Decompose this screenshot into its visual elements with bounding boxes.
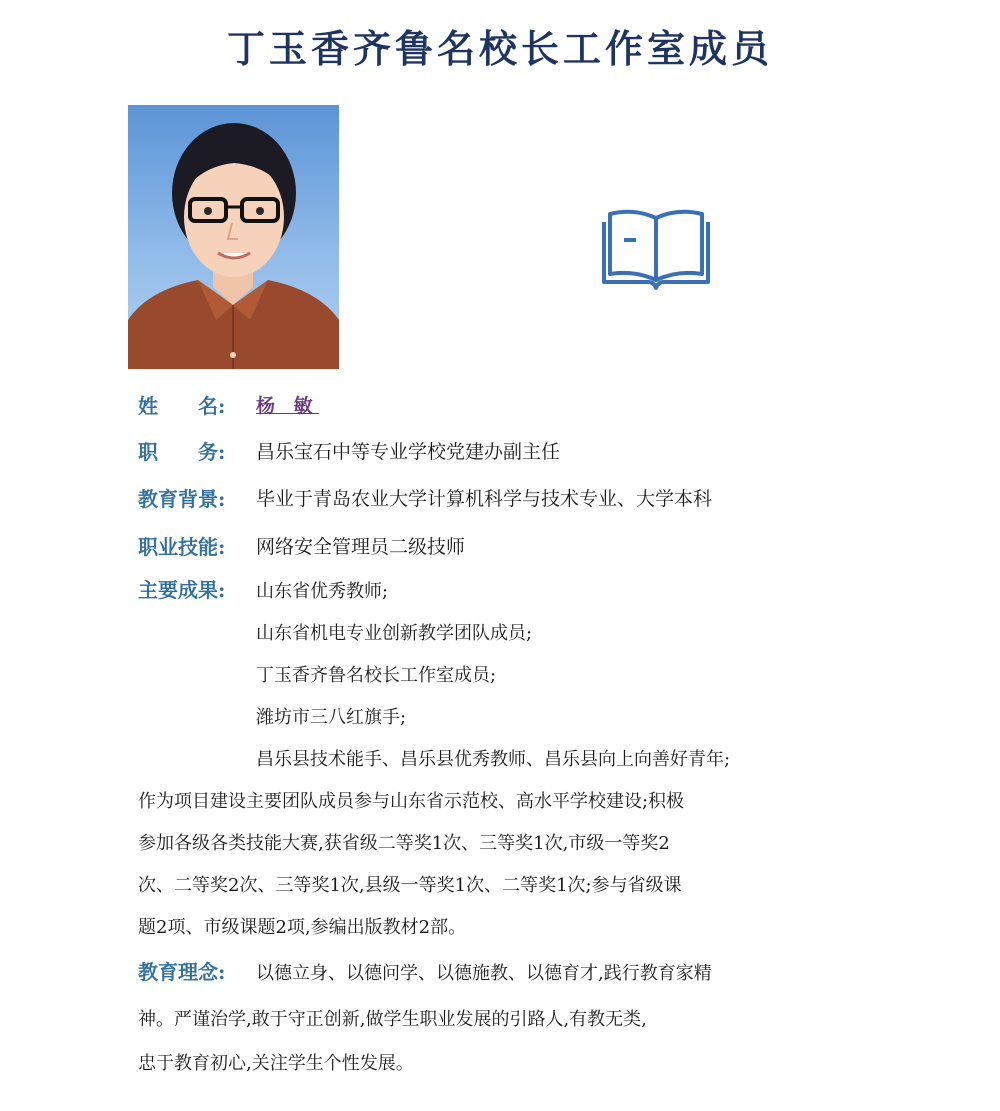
skill-label: 职业技能:: [138, 535, 226, 559]
page-title: 丁玉香齐鲁名校长工作室成员: [226, 26, 773, 71]
achievement-item: 山东省优秀教师;: [256, 581, 389, 602]
philosophy-label: 教育理念:: [138, 960, 226, 984]
name-value: 杨 敏: [256, 395, 319, 417]
portrait-photo: [128, 105, 339, 369]
philosophy-line: 以德立身、以德问学、以德施教、以德育才,践行教育家精: [256, 963, 712, 984]
philosophy-line: 神。严谨治学,敢于守正创新,做学生职业发展的引路人,有教无类,: [138, 1009, 647, 1030]
achievement-paragraph-line: 参加各级各类技能大赛,获省级二等奖1次、三等奖1次,市级一等奖2: [138, 833, 670, 854]
achievement-item: 昌乐县技术能手、昌乐县优秀教师、昌乐县向上向善好青年;: [256, 749, 731, 770]
achievement-paragraph-line: 作为项目建设主要团队成员参与山东省示范校、高水平学校建设;积极: [138, 791, 685, 812]
education-label: 教育背景:: [138, 487, 226, 511]
skill-value: 网络安全管理员二级技师: [256, 536, 466, 558]
achievement-item: 丁玉香齐鲁名校长工作室成员;: [256, 665, 497, 686]
position-value: 昌乐宝石中等专业学校党建办副主任: [256, 441, 561, 463]
achievement-paragraph-line: 题2项、市级课题2项,参编出版教材2部。: [138, 917, 467, 938]
achievement-item: 潍坊市三八红旗手;: [256, 707, 407, 728]
open-book-icon: [596, 206, 716, 292]
education-value: 毕业于青岛农业大学计算机科学与技术专业、大学本科: [256, 488, 713, 510]
achievement-item: 山东省机电专业创新教学团队成员;: [256, 623, 533, 644]
name-label: 姓 名:: [138, 394, 226, 418]
achievement-paragraph-line: 次、二等奖2次、三等奖1次,县级一等奖1次、二等奖1次;参与省级课: [138, 875, 682, 896]
position-label: 职 务:: [138, 440, 226, 464]
philosophy-line: 忠于教育初心,关注学生个性发展。: [138, 1053, 414, 1074]
achievements-label: 主要成果:: [138, 578, 226, 602]
